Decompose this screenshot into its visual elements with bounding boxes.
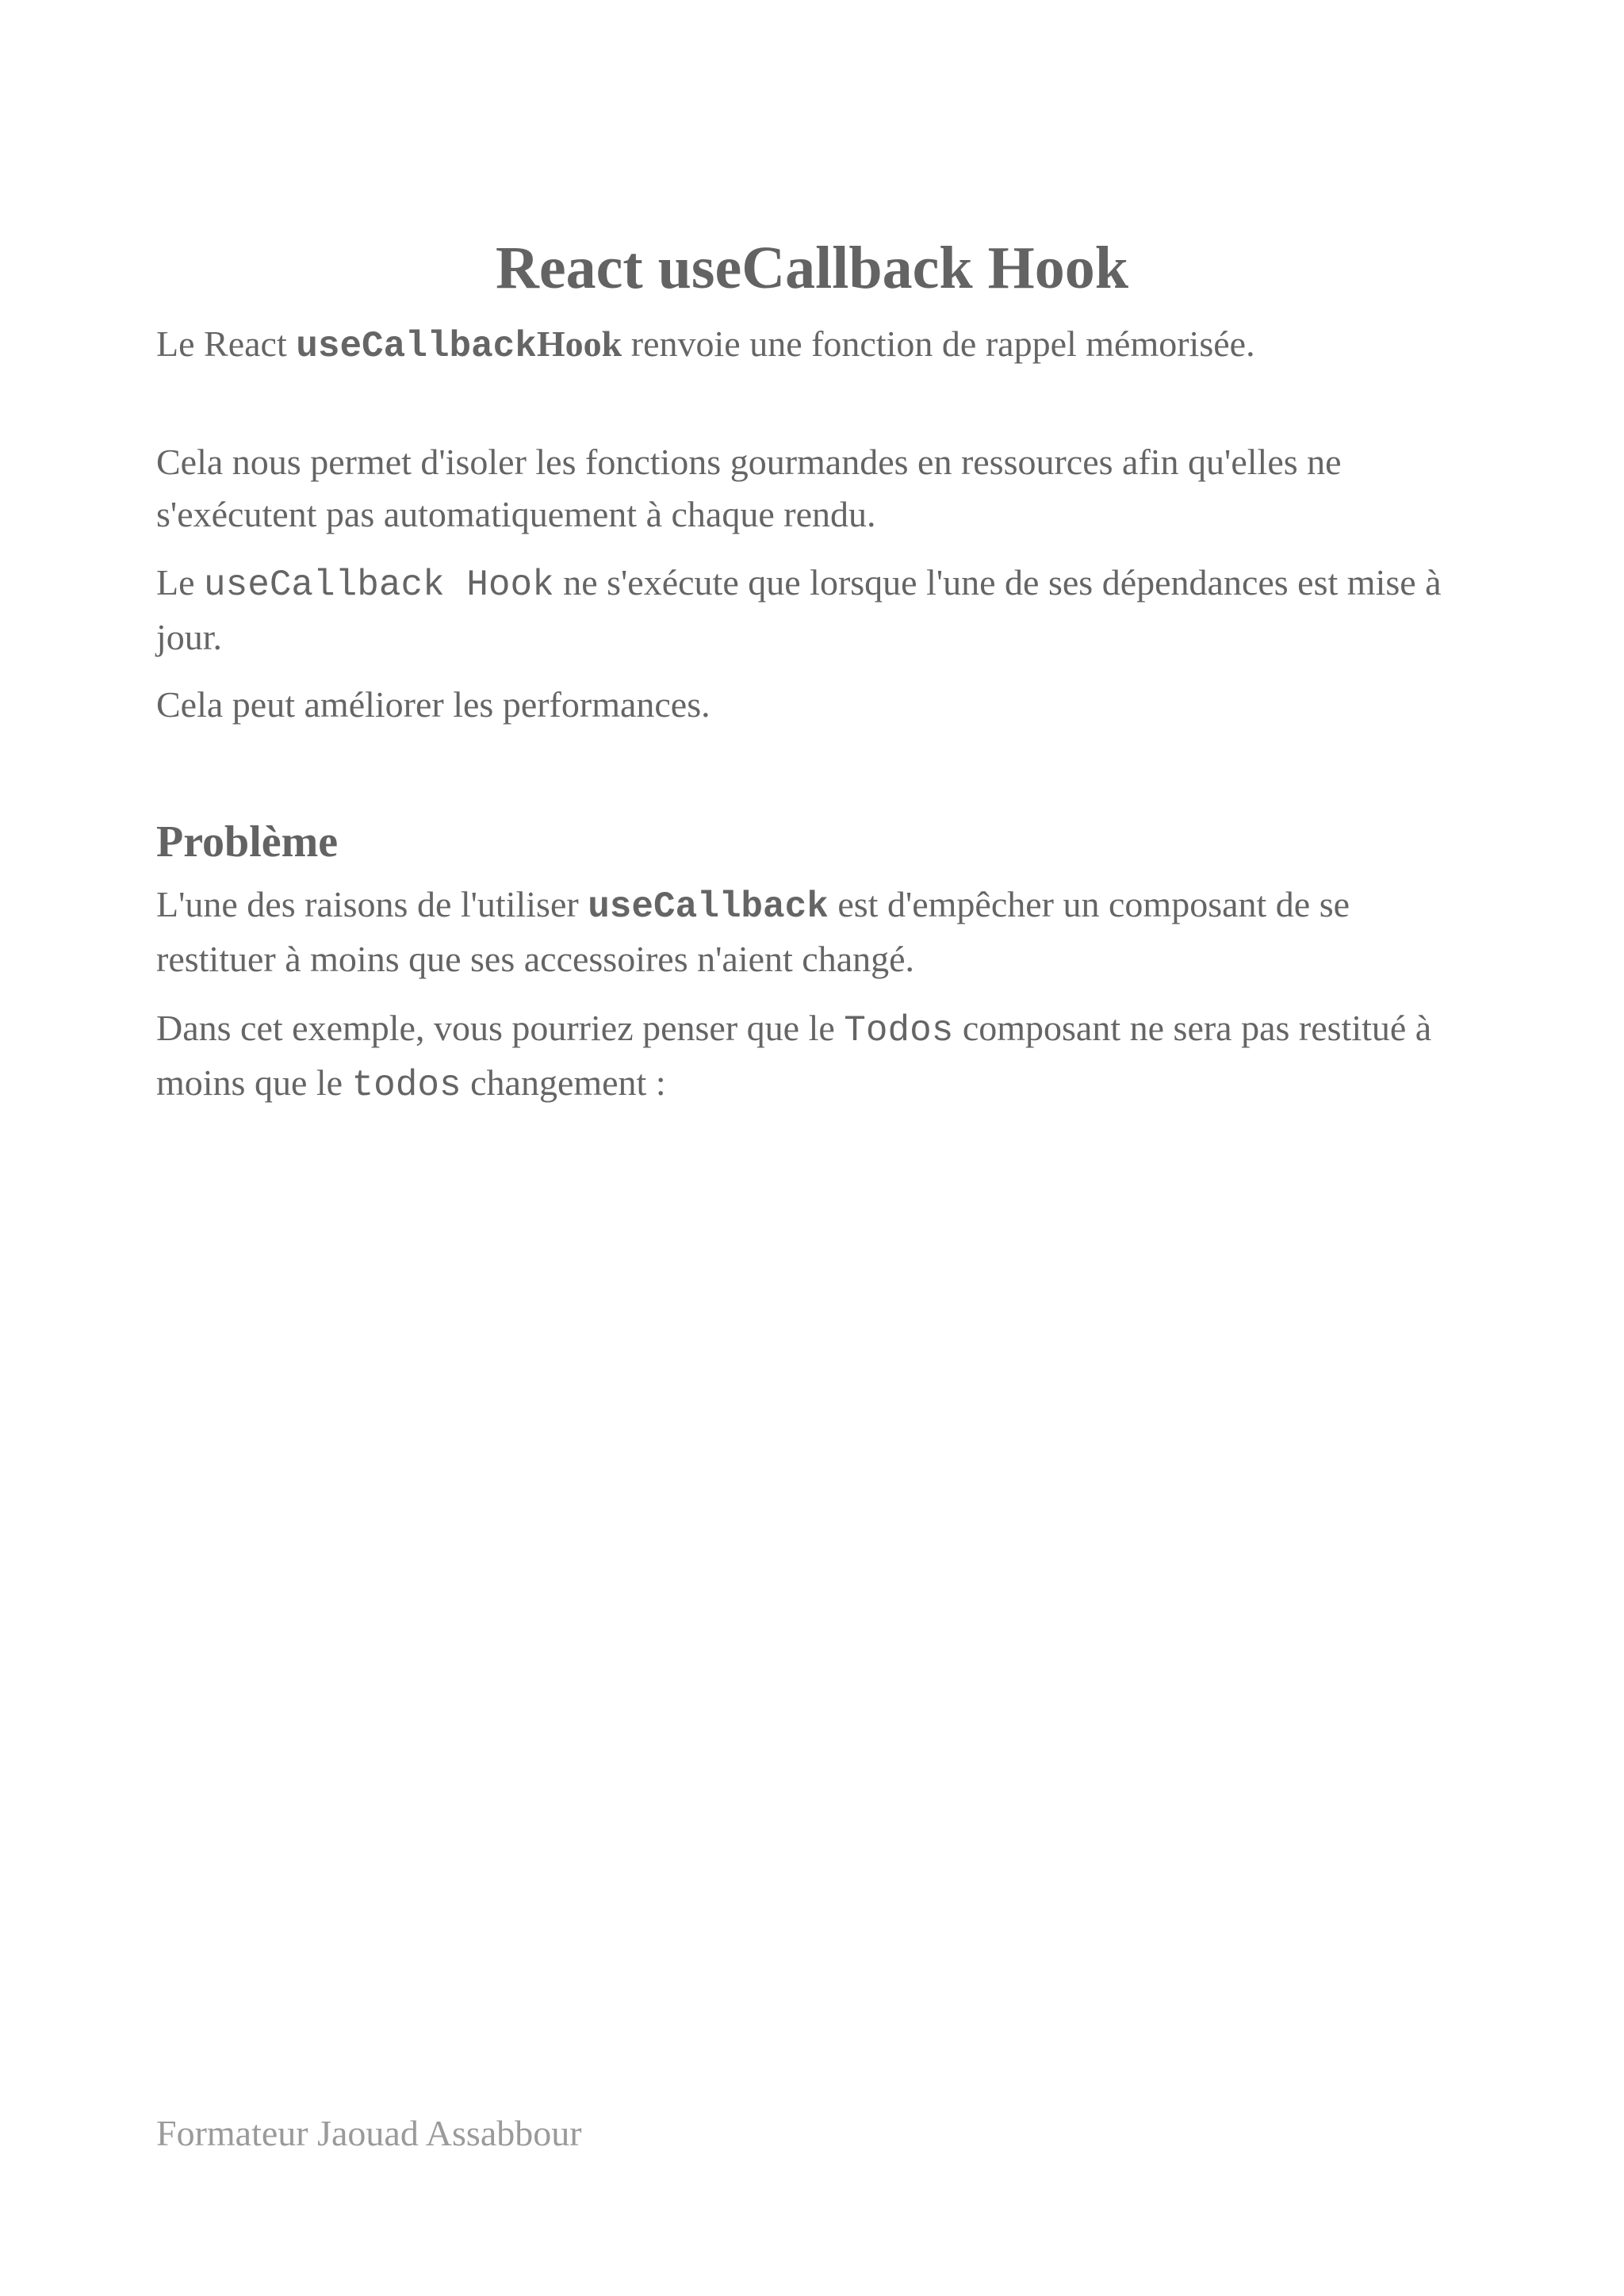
intro-suffix: renvoie une fonction de rappel mémorisée.	[622, 323, 1255, 364]
runs-paragraph	[156, 557, 1473, 664]
isolate-paragraph: Cela nous permet d'isoler les fonctions gourmandes en ressources afin qu'elles ne s'exécutent pas automatiquement à chaque rendu.	[156, 442, 1342, 534]
problem-suffix: est d'empêcher un composant de se restituer à moins que ses accessoires n'aient changé.	[156, 884, 1350, 979]
example-code-todos-component: Todos	[844, 1010, 954, 1051]
example-middle: composant ne sera pas restitué à moins que le	[156, 1008, 1432, 1103]
section-heading-probleme: Problème	[156, 817, 339, 867]
performance-paragraph: Cela peut améliorer les performances.	[156, 684, 710, 725]
problem-code: useCallback	[588, 886, 829, 928]
intro-bold-suffix: Hook	[536, 323, 622, 364]
intro-code: useCallback	[296, 326, 537, 367]
intro-prefix: Le React	[156, 323, 297, 364]
footer-author: Formateur Jaouad Assabbour	[156, 2113, 582, 2153]
example-code-todos-prop: todos	[351, 1065, 462, 1106]
intro-paragraph	[156, 318, 1473, 373]
runs-code: useCallback Hook	[204, 564, 554, 606]
example-paragraph	[156, 1002, 1473, 1112]
problem-prefix: L'une des raisons de l'utiliser	[156, 884, 588, 924]
page-title: React useCallback Hook	[496, 235, 1128, 301]
example-suffix: changement :	[461, 1062, 666, 1103]
example-prefix: Dans cet exemple, vous pourriez penser que le	[156, 1008, 845, 1048]
problem-paragraph	[156, 878, 1473, 985]
runs-prefix: Le	[156, 562, 205, 603]
runs-suffix: ne s'exécute que lorsque l'une de ses dépendances est mise à jour.	[156, 562, 1442, 657]
